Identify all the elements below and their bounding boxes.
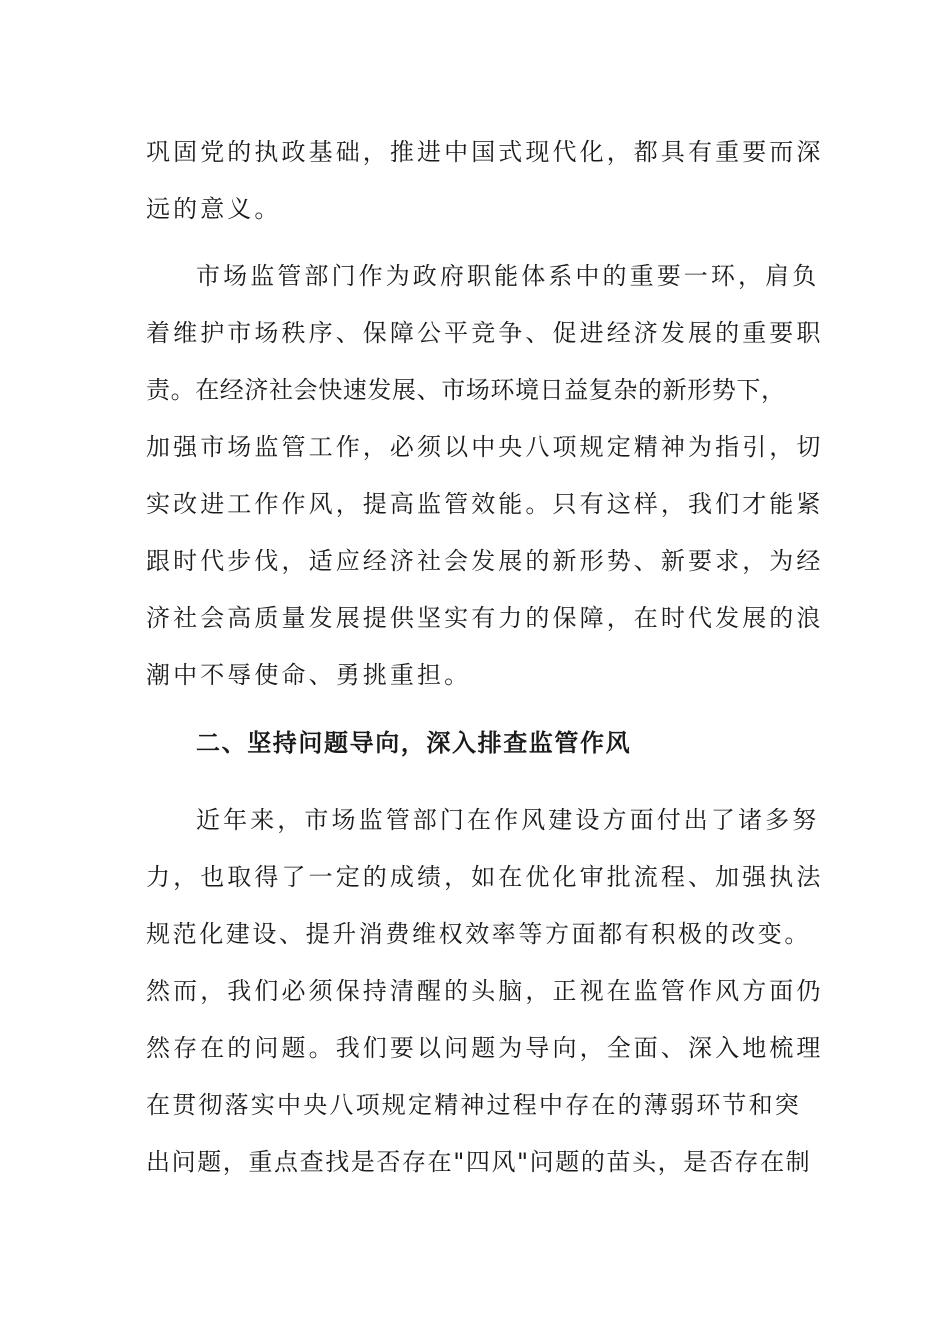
paragraph-line: 近年来，市场监管部门在作风建设方面付出了诸多努	[196, 806, 820, 834]
paragraph-line: 规范化建设、提升消费维权效率等方面都有积极的改变。	[146, 920, 811, 948]
paragraph-line: 加强市场监管工作，必须以中央八项规定精神为指引，切	[146, 433, 824, 461]
paragraph-line: 然而，我们必须保持清醒的头脑，正视在监管作风方面仍	[146, 977, 824, 1005]
section-heading: 二、坚持问题导向，深入排查监管作风	[196, 729, 632, 757]
paragraph-line: 跟时代步伐，适应经济社会发展的新形势、新要求，为经	[146, 547, 824, 575]
paragraph-line: 潮中不辱使命、勇挑重担。	[146, 661, 472, 689]
paragraph-line: 力，也取得了一定的成绩，如在优化审批流程、加强执法	[146, 863, 824, 891]
paragraph-line: 济社会高质量发展提供坚实有力的保障，在时代发展的浪	[146, 604, 824, 632]
paragraph-line: 巩固党的执政基础，推进中国式现代化，都具有重要而深	[146, 138, 824, 166]
paragraph-line: 市场监管部门作为政府职能体系中的重要一环，肩负	[196, 262, 820, 290]
paragraph-line: 远的意义。	[146, 195, 282, 223]
paragraph-line: 在贯彻落实中央八项规定精神过程中存在的薄弱环节和突	[146, 1091, 801, 1119]
paragraph-line: 实改进工作作风，提高监管效能。只有这样，我们才能紧	[146, 490, 824, 518]
paragraph-line: 责。在经济社会快速发展、市场环境日益复杂的新形势下，	[146, 376, 786, 404]
paragraph-line: 然存在的问题。我们要以问题为导向，全面、深入地梳理	[146, 1034, 824, 1062]
paragraph-line: 出问题，重点查找是否存在"四风"问题的苗头，是否存在制	[146, 1148, 812, 1176]
paragraph-line: 着维护市场秩序、保障公平竞争、促进经济发展的重要职	[146, 319, 824, 347]
